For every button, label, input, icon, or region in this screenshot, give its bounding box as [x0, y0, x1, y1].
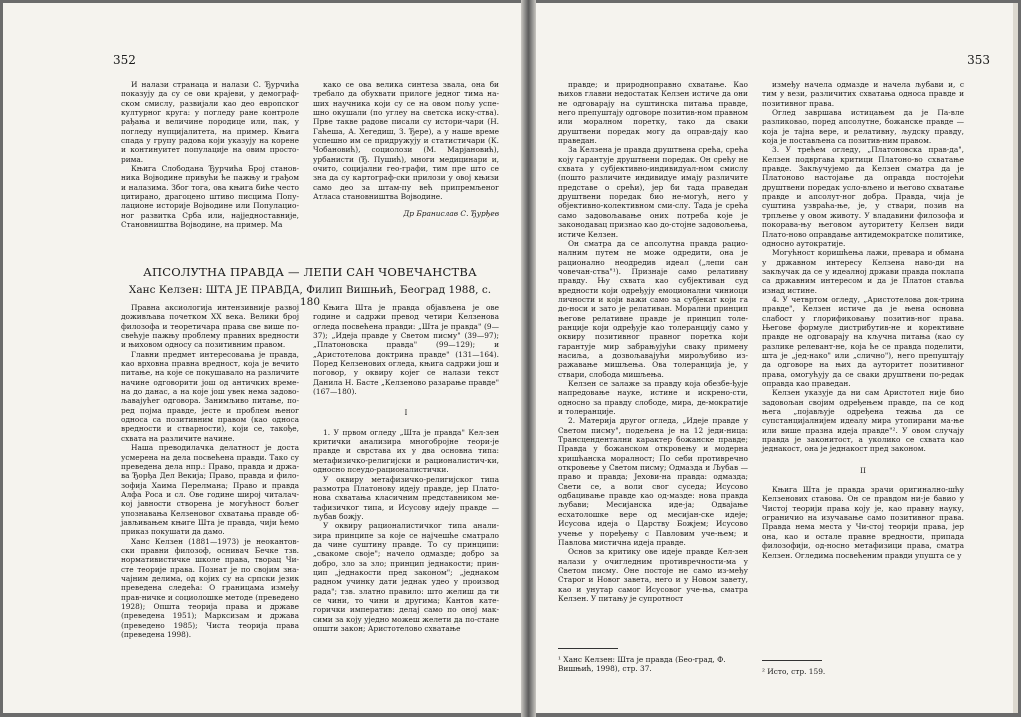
- paragraph: У оквиру метафизичко-религијског типа размотра Платонову идеју правде, јер Плато-нова схватања класичним представником ме-тафизичког типа, и Исусову идеју правде — љубав божју.: [313, 474, 499, 521]
- footnote-2: ² Исто, стр. 159.: [762, 667, 826, 676]
- right-column-1: [558, 80, 748, 603]
- paragraph: 1. У првом огледу „Шта је правда" Кел-зен критички анализира многобројне теори-је правде и сврстава их у два основна типа: метафизичко-религијски и рационалистич-ки, односно псеудо-рационалистички.: [313, 427, 499, 475]
- paragraph: За Келзена је правда друштвена срећа, срећа коју гарантује друштвени поредак. Он срећу не схвата у субјективно-индивидуал-ном смислу (пошто различите индивидуе имају различите представе о срећи), јер би тада праведан друштвени поредак био не-могућ, него у објективно-колективном сми-слу. Тада је срећа само задовољавање оних потреба које је законодавац признао као до-стојне задовољења, истиче Келзен.: [558, 145, 748, 239]
- right-page: [536, 3, 1018, 713]
- footnote-1: ¹ Ханс Келзен: Шта је правда (Бео-град, Ф. Вишњић, 1998), стр. 37.: [558, 655, 726, 674]
- intro-column-2: [313, 80, 499, 219]
- page-number-right: 353: [967, 53, 990, 67]
- paragraph: Правна аксиологија интензивније развој доживљава почетком XX века. Велики број филозофа и теоретичара права све више по-свећује пажњу проблему правних вредности и њиховом односу са позитивним правом.: [121, 303, 299, 350]
- paragraph: Наша преводилачка делатност је доста усмерена на дела посвећена правди. Тако су преведена дела нпр.: Право, правда и држа-ва Ђорђа Дел Векија; Право, правда и фило-зофија Хаима Перелмана; Право и правда Алфа Роса и сл. Ове године широј читалач-кој јавности створена је могућност бољег упознавања Келзеновог схватања правде об-јављивањем књиге Шта је правда, чији ћемо приказ покушати да дамо.: [121, 443, 299, 537]
- paragraph: Оглед завршава истицањем да је Па-вле разликовао, поред апсолутне, божанске правде — која је тајна вере, и релативну, људску правду, која је постављена са позитив-ним правом.: [762, 108, 964, 146]
- paragraph: Основ за критику ове идеје правде Кел-зен налази у очигледним противречности-ма у Светом писму. Оне постоје не само из-међу Старог и Новог завета, него и у Новом завету, као и унутар самог Исусовог уче-ња, сматра Келзен. У питању је супротност: [558, 547, 748, 603]
- paragraph: У оквиру рационалистичког типа анали-зира принципе за које се најчешће сматрало да чине суштину правде. То су принципи: „свакоме своје"; начело одмазде; добро за добро, зло за зло; принцип једнакости; прин-цип „једнакости пред законом"; „једнаком радном учинку дати једнак удео у производ рада"; тзв. златно правило: што желиш да ти се чини, то чини и другима; Кантов кате-горички императив: делај само по оној мак-сими за коју уједно можеш желети да по-стане општи закон; Аристотелово схватање: [313, 521, 499, 633]
- page-edge: [1013, 3, 1018, 713]
- paragraph: Келзен се залаже за правду која обезбе-ђује напредовање науке, истине и искрено-сти, односно за правду слободе, мира, де-мократије и толеранције.: [558, 379, 748, 417]
- paragraph: 2. Материја другог огледа, „Идеје правде у Светом писму", подељена је на 12 једи-ница: Трансцендентални карактер божанске правде; Правда у божанском откровењу и модерна хришћанска моралност; По себи противречно откровење у Светом писму; Одмазда и Љубав — право и правда; Јехови-на правда: одмазда; Свети се, а воли свог суседа; Исусово одбацивање правде као од-мазде: нова правда љубави; Месијанска иде-ја; Одвајање есхатолошке вере од месијан-ске идеје; Исусова идеја о Царству Божјем; Исусово учење у поређењу с Павловим уче-њем; и Павлова мистична идеја правде.: [558, 416, 748, 547]
- paragraph: између начела одмазде и начела љубави и, с тим у вези, различитих схватања односа правде и позитивног права.: [762, 80, 964, 108]
- left-page: [3, 3, 521, 713]
- review-heading: АПСОЛУТНА ПРАВДА — ЛЕПИ САН ЧОВЕЧАНСТВА: [143, 265, 477, 279]
- footnote-rule: [558, 648, 618, 649]
- review-column-1: [121, 303, 299, 639]
- paragraph: правде; и природноправно схватање. Као њихов главни недостатак Келзен истиче да они не одговарају на суштинска питања правде, него препуштају одговоре позитив-ном правном или моралном поретку, тако да сваки друштвени поредак могу да оправ-дају као праведан.: [558, 80, 748, 146]
- paragraph: Могућност коришћења лажи, превара и обмана у државном интересу Келзена наво-ди на закључак да се у идеалној држави правда поклапа са државним интересом и да је Платон ставља изнад истине.: [762, 248, 964, 295]
- paragraph: Ханс Келзен (1881—1973) је неокантов-ски правни филозоф, оснивач Бечке тзв. нормативистичке школе права, творац Чи-сте теорије права. Познат је по својим зна-чајним делима, од којих су на српски језик преведена следећа: О границама између прав-ничке и социолошке методе (преведено 1928); Општа теорија права и државе (преведена 1951); Марксизам и држава (преведено 1985); Чиста теорија права (преведена 1998).: [121, 536, 299, 640]
- paragraph: 3. У трећем огледу, „Платоновска прав-да", Келзен подвргава критици Платоно-во схватање правде. Закључујемо да Келзен сматра да је Платоново настојање да оправда постојећи друштвени поредак усло-вљено и његово схватање правде и апсолут-ног добра. Правда, чија је суштина узвраћа-ње, је, у ствари, позив на трпљење у овом животу. У владавини филозофа и покорава-њу његовом ауторитету Келзен види Плато-ново оправдање антидемократске политике, односно аутократије.: [762, 145, 964, 248]
- paragraph: Књига Слободана Ђурчића Број станов-ника Војводине привући ће пажњу и грађом и налазима. Због тога, ова књига биће често цитирано, драгоцено штиво писцима Попу-лационе историје Војводине или Популацио-ног развитка Срба или, најједноставније, Становништва Војводине, на пример. Ма: [121, 164, 299, 230]
- paragraph: 4. У четвртом огледу, „Аристотелова док-трина правде", Келзен истиче да је њена основна слабост у глорификовању позитив-ног права. Његове формуле дистрибутив-не и корективне правде не одговарају на кључна питања (као су разлике релевант-не, која ће се правда поделити, шта је „јед-нако" или „слично"), него препуштају да одговоре на њих да ауторитет позитивног права, омогућују да се сваки друштвени по-редак оправда као праведан.: [762, 294, 964, 388]
- paragraph: Он сматра да се апсолутна правда рацио-налним путем не може одредити, она је рационално неодредив идеал („лепи сан човечан-ства"¹). Признаје само релативну правду. Њу схвата као субјективан суд вредности који одређују емоционални чиниоци личности и који важи само за субјекат који га до-носи и зато је релативан. Морални принцип његове релативне правде је принцип толе-ранције који одређује као толеранцију само у оквиру позитивног правног поретка који гарантује мир забрањујући сваку примену насиља, а дозвољавајући мирољубиво из-ражавање мишљења. Ова толеранција је, у ствари, слобода мишљења.: [558, 238, 748, 379]
- paragraph: И налази странаца и налази С. Ђурчића показују да су се ови крајеви, у демограф-ском смислу, развијали као део европског културног круга: у погледу ране контроле рађања и величине породице или, пак, у погледу нупцијалитета, на пример. Књига спада у групу радова који указују на корене и континуитет популације на овим просто-рима.: [121, 80, 299, 164]
- paragraph: Главни предмет интересовања је правда, као врховна правна вредност, која је вечито питање, на које се покушавало на различите начине одговорити још од античких време-на до данас, а на које још увек нема задово-љавајућег одговора. Занимљиво питање, по-ред појма правде, јесте и проблем њеног односа са позитивним правом (као односа вредности и стварности), који се, такође, схвата на различите начине.: [121, 349, 299, 443]
- paragraph: Књига Шта је правда зрачи оригинално-шћу Келзенових ставова. Он се правдом ни-је бавио у Чистој теорији права коју је, као правну науку, ограничио на изучавање само позитивног права. Правда нема места у Чи-стој теорији права, јер она, као и остале правне вредности, припада филозофији, од-носно метафизици права, сматра Келзен. Огледима посвећеним правди упушта се у: [762, 485, 964, 560]
- section-number: I: [404, 408, 408, 418]
- paragraph: како се ова велика синтеза звала, она би требало да обухвати прилоге једног тима на-ших научника који су се на овом пољу успе-шно окушали (по углеу на светска иску-ства). Прве такве радове писали су истори-чари (Н. Гаћеша, А. Хегедиш, З. Ђере), а у наше време успешно им се придружују и статистичари (К. Чобановић), социолози (М. Марјановић), урбанисти (Ђ. Пушић), многи медицинари и, очито, социјални гео-графи, тим пре што се зна да су картограф-ски прилози у овој књизи само део за штам-пу већ припремљеног Атласа становништва Војводине.: [313, 80, 499, 202]
- book-gutter: [521, 0, 536, 717]
- paragraph: Књига Шта је правда објављена је ове године и садржи превод четири Келзенова огледа посвећена правди: „Шта је правда" (9—37); „Идеја правде у Светом писму" (39—97); „Платоновска правда" (99—129); и „Аристотелова доктрина правде" (131—164). Поред Келзенових огледа, књига садржи још и поговор, у оквиру којег се налази текст Данила Н. Басте „Келзеново разарање правде" (167—180).: [313, 303, 499, 397]
- page-number-left: 352: [113, 53, 136, 67]
- intro-column-1: [121, 80, 299, 230]
- signature: Др Бранислав С. Ђурђев: [403, 209, 499, 219]
- paragraph: Келзен указује да ни сам Аристотел није био задовољан својим одређењем правде, па се код њега „појављује одређена тежња да се супстанцијалнијем идеалу мира утопирани ма-ње или више празна идеја правде"². У овом случају правда је законитост, а уколико се схвата као једнакост, она је једнакост пред законом.: [762, 388, 964, 454]
- footnote-rule: [762, 660, 822, 661]
- book-citation: Ханс Келзен: ШТА ЈЕ ПРАВДА, Филип Вишњић, Београд 1988, с. 180: [128, 284, 492, 308]
- section-number: II: [860, 465, 866, 475]
- review-column-2: [313, 303, 499, 633]
- right-column-2: [762, 80, 964, 560]
